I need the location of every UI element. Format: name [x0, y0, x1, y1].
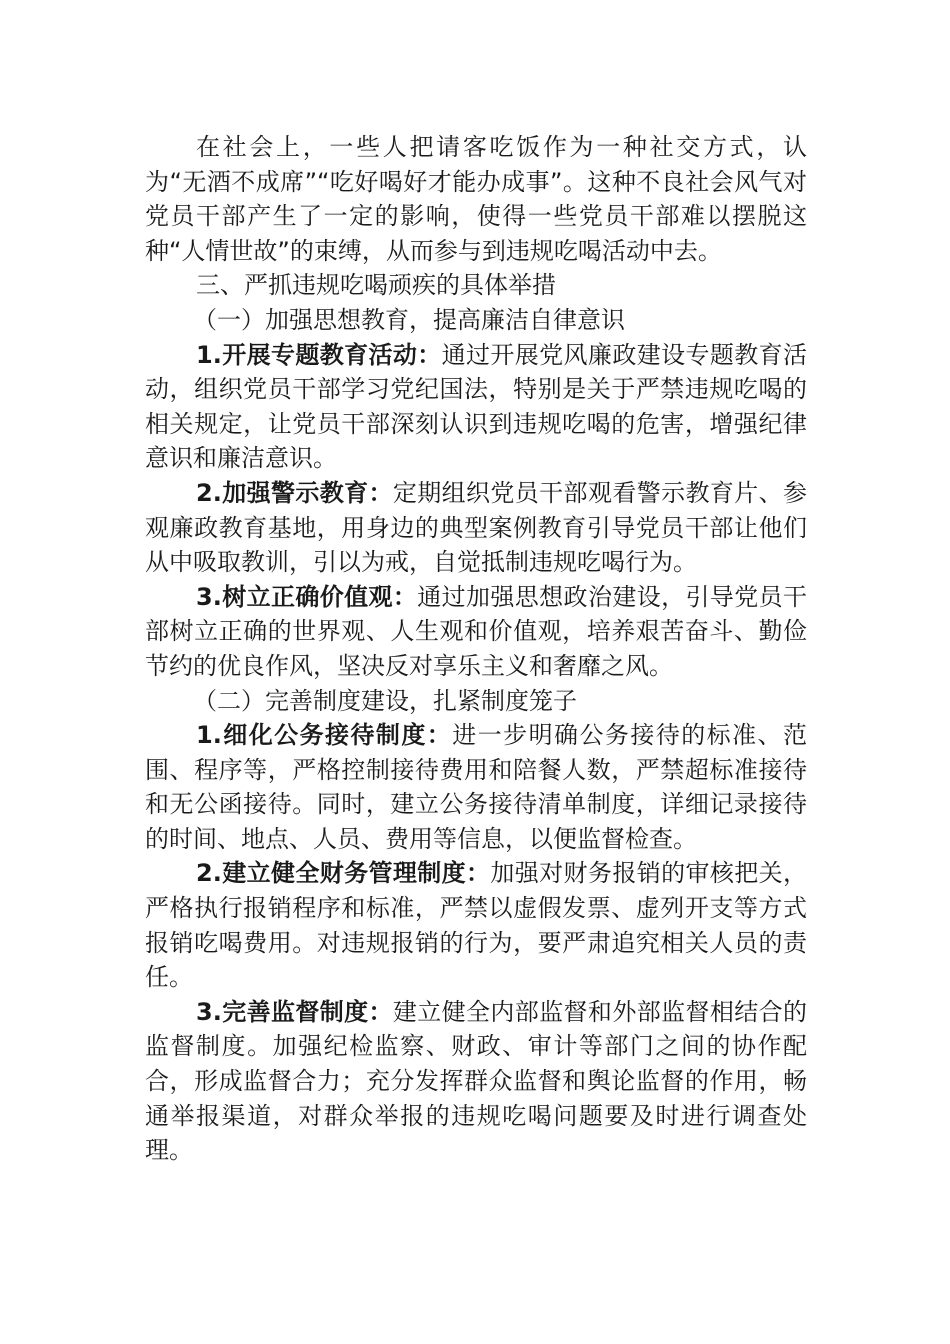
paragraph-text: 加强对财务报销的审核把关，严格执行报销程序和标准，严禁以虚假发票、虚列开支等方式报销吃喝费用。对违规报销的行为，要严肃追究相关人员的责任。 — [145, 859, 807, 992]
paragraph-lead: 3.完善监督制度： — [196, 997, 393, 1026]
paragraph-text: 定期组织党员干部观看警示教育片、参观廉政教育基地，用身边的典型案例教育引导党员干部让他们从中吸取教训，引以为戒，自觉抵制违规吃喝行为。 — [145, 478, 807, 577]
subheading-text: （一）加强思想教育，提高廉洁自律意识 — [193, 305, 625, 334]
subheading-text: （二）完善制度建设，扎紧制度笼子 — [193, 686, 577, 715]
document-page — [145, 130, 807, 1168]
heading-text: 三、严抓违规吃喝顽疾的具体举措 — [196, 271, 556, 300]
paragraph-text: 进一步明确公务接待的标准、范围、程序等，严格控制接待费用和陪餐人数，严禁超标准接待和无公函接待。同时，建立公务接待清单制度，详细记录接待的时间、地点、人员、费用等信息，以便监督检查。 — [145, 721, 807, 853]
paragraph-finance-system — [145, 856, 807, 994]
subsection-heading-system — [145, 684, 807, 719]
paragraph-text: 建立健全内部监督和外部监督相结合的监督制度。加强纪检监察、财政、审计等部门之间的协作配合，形成监督合力；充分发挥群众监督和舆论监督的作用，畅通举报渠道，对群众举报的违规吃喝问题要及时进行调查处理。 — [145, 997, 807, 1165]
paragraph-social-custom — [145, 130, 807, 268]
paragraph-text: 通过开展党风廉政建设专题教育活动，组织党员干部学习党纪国法，特别是关于严禁违规吃喝的相关规定，让党员干部深刻认识到违规吃喝的危害，增强纪律意识和廉洁意识。 — [145, 340, 807, 473]
paragraph-supervision-system — [145, 995, 807, 1168]
paragraph-text: 通过加强思想政治建设，引导党员干部树立正确的世界观、人生观和价值观，培养艰苦奋斗、勤俭节约的优良作风，坚决反对享乐主义和奢靡之风。 — [145, 582, 807, 680]
paragraph-values — [145, 580, 807, 684]
paragraph-special-education — [145, 338, 807, 476]
subsection-heading-education — [145, 303, 807, 338]
paragraph-lead: 3.树立正确价值观： — [196, 582, 418, 611]
paragraph-lead: 2.加强警示教育： — [196, 478, 393, 507]
section-heading-measures — [145, 268, 807, 303]
paragraph-text: 在社会上，一些人把请客吃饭作为一种社交方式，认为“无酒不成席”“吃好喝好才能办成事”。这种不良社会风气对党员干部产生了一定的影响，使得一些党员干部难以摆脱这种“人情世故”的束缚，从而参与到违规吃喝活动中去。 — [145, 133, 807, 265]
paragraph-lead: 1.细化公务接待制度： — [196, 721, 453, 750]
paragraph-lead: 2.建立健全财务管理制度： — [196, 859, 491, 888]
paragraph-warning-education — [145, 476, 807, 580]
paragraph-reception-system — [145, 718, 807, 856]
paragraph-lead: 1.开展专题教育活动： — [196, 340, 442, 369]
